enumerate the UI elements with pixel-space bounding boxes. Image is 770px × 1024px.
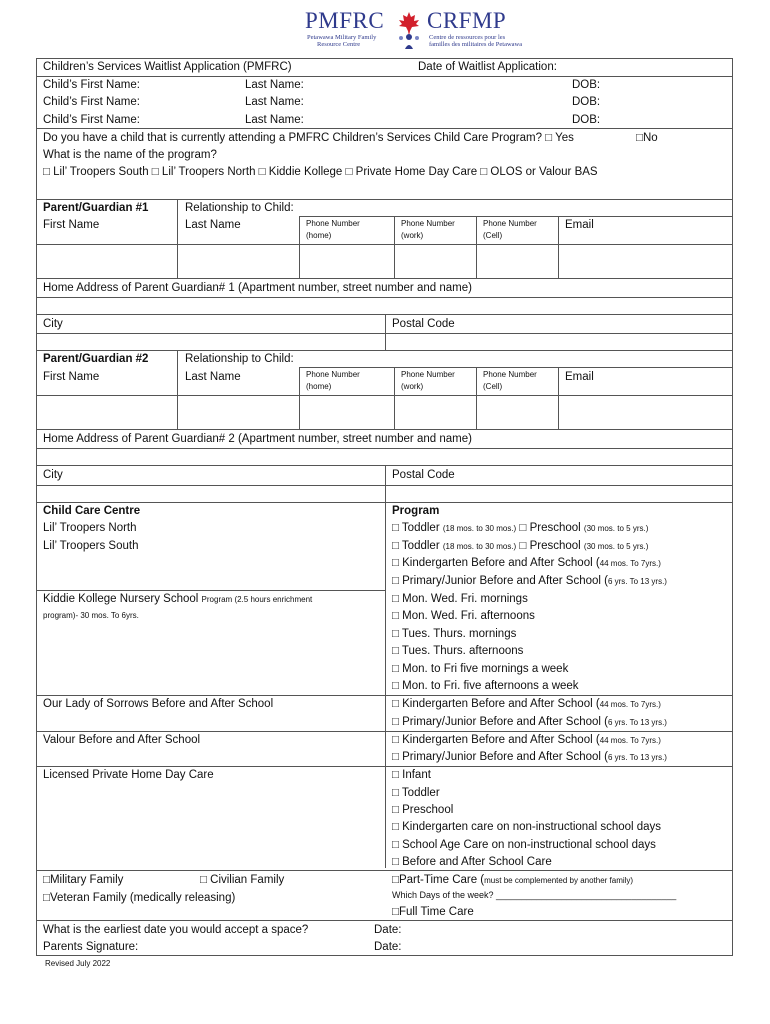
lts-kindergarten-age: 44 mos. To 7yrs.) (599, 559, 661, 568)
no-checkbox[interactable]: □No (636, 132, 658, 144)
child2-first-name-label: Child’s First Name: (43, 96, 140, 108)
child2-dob-label: DOB: (572, 96, 601, 108)
olos-kindergarten-age: 44 mos. To 7yrs.) (599, 700, 661, 709)
kk-tt-mornings[interactable]: □ Tues. Thurs. mornings (392, 628, 517, 640)
child1-dob-label: DOB: (572, 79, 601, 91)
divider (36, 333, 733, 334)
kiddie-kollege-note1: Program (2.5 hours enrichment (201, 595, 313, 604)
centre-kiddie-kollege (43, 593, 312, 605)
phdc-before-after[interactable]: □ Before and After School Care (392, 856, 552, 868)
ltn-preschool-age: (30 mos. to 5 yrs.) (583, 524, 649, 533)
divider (385, 465, 386, 868)
valour-kindergarten-label: □ Kindergarten Before and After School ( (392, 734, 600, 746)
divider (558, 367, 559, 429)
divider (36, 199, 733, 200)
guardian1-phone-cell-label: Phone Number (483, 219, 537, 228)
guardian2-phone-cell-label: Phone Number (483, 370, 537, 379)
olos-kindergarten-option[interactable] (392, 698, 661, 710)
divider (36, 128, 733, 129)
guardian2-phone-home-sub: (home) (306, 382, 332, 391)
lts-primary-junior-age: 6 yrs. To 13 yrs.) (607, 577, 667, 586)
centre-lil-troopers-south: Lil’ Troopers South (43, 540, 139, 552)
valour-primary-junior-option[interactable] (392, 751, 667, 763)
valour-kindergarten-age: 44 mos. To 7yrs.) (599, 736, 661, 745)
divider (177, 199, 178, 278)
attending-question[interactable]: Do you have a child that is currently attending a PMFRC Children’s Services Child Care Program? □ Yes (43, 132, 574, 144)
guardian2-postal-label: Postal Code (392, 469, 455, 481)
divider (299, 216, 733, 217)
olos-primary-junior-label: □ Primary/Junior Before and After School ( (392, 716, 608, 728)
earliest-date-label[interactable]: Date: (374, 924, 402, 936)
logo-left-sub1: Petawawa Military Family (307, 34, 377, 41)
logo-right-sub2: familles des militaires de Petawawa (429, 41, 523, 48)
date-of-application-label: Date of Waitlist Application: (418, 61, 557, 73)
valour-primary-junior-label: □ Primary/Junior Before and After School ( (392, 751, 608, 763)
olos-primary-junior-age: 6 yrs. To 13 yrs.) (607, 718, 667, 727)
olos-kindergarten-label: □ Kindergarten Before and After School ( (392, 698, 600, 710)
kk-five-mornings[interactable]: □ Mon. to Fri five mornings a week (392, 663, 569, 675)
divider (36, 870, 733, 871)
lts-toddler-option[interactable] (392, 540, 648, 552)
phdc-kindergarten[interactable]: □ Kindergarten care on non-instructional school days (392, 821, 662, 833)
signature-date-label[interactable]: Date: (374, 941, 402, 953)
which-days-field[interactable]: Which Days of the week? ____________________________________ (392, 890, 677, 900)
guardian2-first-name-label: First Name (43, 371, 100, 383)
lts-toddler-age: (18 mos. to 30 mos.) (442, 542, 517, 551)
lts-preschool-age: (30 mos. to 5 yrs.) (583, 542, 649, 551)
olos-primary-junior-option[interactable] (392, 716, 667, 728)
guardian1-phone-work-sub: (work) (401, 231, 424, 240)
ltn-preschool-label: □ Preschool (519, 522, 581, 534)
program-header: Program (392, 505, 440, 517)
lts-primary-junior-label: □ Primary/Junior Before and After School ( (392, 575, 608, 587)
lts-toddler-label: □ Toddler (392, 540, 440, 552)
ltn-toddler-option[interactable] (392, 522, 648, 534)
lts-kindergarten-label: □ Kindergarten Before and After School ( (392, 557, 600, 569)
part-time-label: □Part-Time Care ( (392, 874, 485, 886)
guardian2-phone-work-sub: (work) (401, 382, 424, 391)
child1-first-name-label: Child’s First Name: (43, 79, 140, 91)
divider (36, 731, 733, 732)
kiddie-kollege-note2: program)- 30 mos. To 6yrs. (43, 611, 139, 620)
logo-left-text: PMFRC (305, 8, 385, 33)
guardian1-relationship-label: Relationship to Child: (185, 202, 294, 214)
divider (394, 216, 395, 278)
divider (36, 244, 733, 245)
divider (299, 216, 300, 278)
phdc-preschool[interactable]: □ Preschool (392, 804, 454, 816)
program-name-question: What is the name of the program? (43, 149, 217, 161)
earliest-date-question: What is the earliest date you would accept a space? (43, 924, 309, 936)
child-care-centre-header: Child Care Centre (43, 505, 141, 517)
guardian1-address-label: Home Address of Parent Guardian# 1 (Apartment number, street number and name) (43, 282, 472, 294)
guardian2-title: Parent/Guardian #2 (43, 353, 149, 365)
revised-date: Revised July 2022 (45, 959, 111, 968)
divider (177, 350, 178, 429)
guardian2-phone-home-label: Phone Number (306, 370, 360, 379)
child3-dob-label: DOB: (572, 114, 601, 126)
child1-last-name-label: Last Name: (245, 79, 304, 91)
guardian2-address-label: Home Address of Parent Guardian# 2 (Apartment number, street number and name) (43, 433, 472, 445)
divider (36, 278, 733, 279)
family-icon (391, 32, 427, 50)
divider (36, 485, 733, 486)
guardian1-phone-home-sub: (home) (306, 231, 332, 240)
guardian1-postal-label: Postal Code (392, 318, 455, 330)
part-time-care-checkbox[interactable] (392, 874, 633, 886)
logo (305, 8, 535, 48)
kk-five-afternoons[interactable]: □ Mon. to Fri. five afternoons a week (392, 680, 579, 692)
divider (36, 448, 733, 449)
child2-last-name-label: Last Name: (245, 96, 304, 108)
divider (476, 216, 477, 278)
guardian1-phone-cell-sub: (Cell) (483, 231, 503, 240)
program-options[interactable]: □ Lil’ Troopers South □ Lil’ Troopers North □ Kiddie Kollege □ Private Home Day Care □ OLOS or Valour BAS (43, 166, 598, 178)
centre-valour: Valour Before and After School (43, 734, 201, 746)
divider (476, 367, 477, 429)
lts-primary-junior-option[interactable] (392, 575, 667, 587)
kk-mwf-afternoons[interactable]: □ Mon. Wed. Fri. afternoons (392, 610, 535, 622)
valour-primary-junior-age: 6 yrs. To 13 yrs.) (607, 753, 667, 762)
divider (36, 395, 733, 396)
lts-kindergarten-option[interactable] (392, 557, 661, 569)
logo-right-sub1: Centre de ressources pour les (429, 34, 506, 41)
form-title: Children’s Services Waitlist Application (PMFRC) (43, 61, 292, 73)
lts-preschool-label: □ Preschool (519, 540, 581, 552)
divider (558, 216, 559, 278)
child3-first-name-label: Child’s First Name: (43, 114, 140, 126)
guardian1-first-name-label: First Name (43, 219, 100, 231)
centre-lil-troopers-north: Lil’ Troopers North (43, 522, 137, 534)
divider (36, 297, 733, 298)
ltn-toddler-label: □ Toddler (392, 522, 440, 534)
logo-left-sub2: Resource Centre (317, 41, 361, 48)
phdc-school-age[interactable]: □ School Age Care on non-instructional school days (392, 839, 656, 851)
divider (36, 76, 733, 77)
divider (299, 367, 733, 368)
kk-tt-afternoons[interactable]: □ Tues. Thurs. afternoons (392, 645, 524, 657)
divider (36, 429, 733, 430)
guardian1-phone-home-label: Phone Number (306, 219, 360, 228)
divider (36, 502, 733, 503)
divider (36, 920, 733, 921)
military-family-checkbox[interactable]: □Military Family (43, 874, 124, 886)
divider (36, 766, 733, 767)
divider (36, 695, 733, 696)
logo-right-text: CRFMP (427, 8, 507, 33)
divider (394, 367, 395, 429)
ltn-toddler-age: (18 mos. to 30 mos.) (442, 524, 517, 533)
kiddie-kollege-label: Kiddie Kollege Nursery School (43, 593, 199, 605)
guardian2-city-label: City (43, 469, 63, 481)
guardian1-last-name-label: Last Name (185, 219, 241, 231)
divider (385, 314, 386, 350)
kk-mwf-mornings[interactable]: □ Mon. Wed. Fri. mornings (392, 593, 528, 605)
guardian1-email-label: Email (565, 219, 594, 231)
centre-private-home-day-care: Licensed Private Home Day Care (43, 769, 214, 781)
centre-our-lady-of-sorrows: Our Lady of Sorrows Before and After School (43, 698, 274, 710)
parents-signature-label[interactable]: Parents Signature: (43, 941, 139, 953)
civilian-family-checkbox[interactable]: □ Civilian Family (200, 874, 285, 886)
divider (299, 367, 300, 429)
phdc-infant[interactable]: □ Infant (392, 769, 431, 781)
full-time-care-checkbox[interactable]: □Full Time Care (392, 906, 474, 918)
divider (36, 350, 733, 351)
child3-last-name-label: Last Name: (245, 114, 304, 126)
part-time-note: must be complemented by another family) (484, 876, 634, 885)
guardian1-city-label: City (43, 318, 63, 330)
guardian2-email-label: Email (565, 371, 594, 383)
guardian1-phone-work-label: Phone Number (401, 219, 455, 228)
guardian2-last-name-label: Last Name (185, 371, 241, 383)
valour-kindergarten-option[interactable] (392, 734, 661, 746)
veteran-family-checkbox[interactable]: □Veteran Family (medically releasing) (43, 892, 236, 904)
guardian2-phone-work-label: Phone Number (401, 370, 455, 379)
divider (36, 590, 386, 591)
guardian2-relationship-label: Relationship to Child: (185, 353, 294, 365)
guardian1-title: Parent/Guardian #1 (43, 202, 149, 214)
guardian2-phone-cell-sub: (Cell) (483, 382, 503, 391)
phdc-toddler[interactable]: □ Toddler (392, 787, 440, 799)
